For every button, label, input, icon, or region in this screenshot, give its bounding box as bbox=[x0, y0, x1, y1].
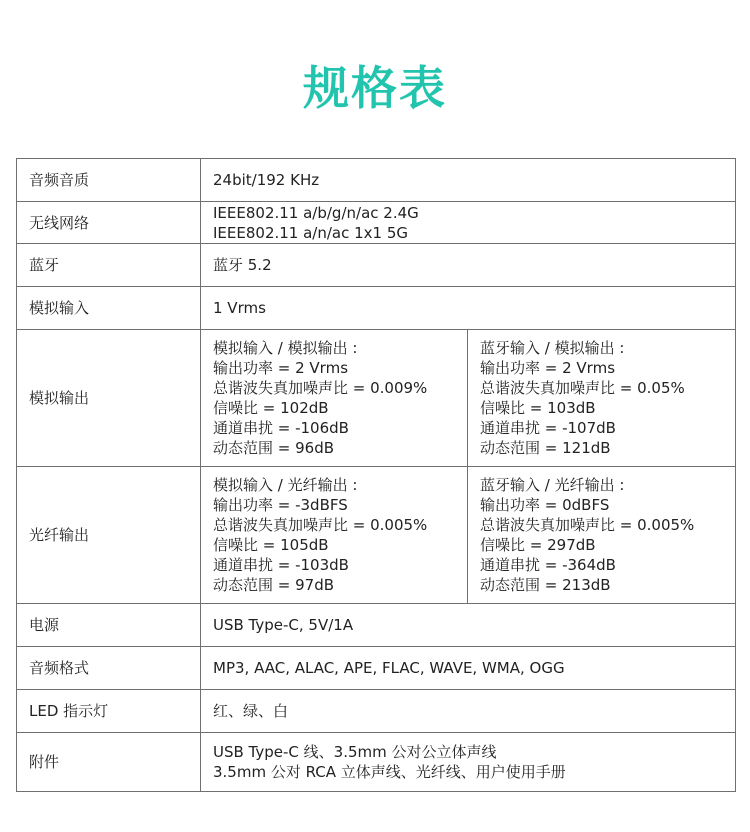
value-line: IEEE802.11 a/b/g/n/ac 2.4G bbox=[213, 203, 419, 222]
table-row bbox=[17, 159, 736, 202]
table-row bbox=[17, 604, 736, 647]
row-label: 音频音质 bbox=[17, 159, 201, 202]
row-value-right bbox=[468, 467, 736, 604]
value-line: IEEE802.11 a/n/ac 1x1 5G bbox=[213, 223, 409, 242]
table-row bbox=[17, 202, 736, 244]
row-value: 红、绿、白 bbox=[201, 690, 736, 733]
row-value: 蓝牙 5.2 bbox=[201, 244, 736, 287]
value-line: 总谐波失真加噪声比 = 0.009% bbox=[213, 379, 428, 397]
table-row bbox=[17, 690, 736, 733]
value-line: 信噪比 = 297dB bbox=[480, 536, 596, 554]
value-line: 蓝牙输入 / 光纤输出 : bbox=[480, 476, 625, 494]
table-row bbox=[17, 330, 736, 467]
row-label: 光纤输出 bbox=[17, 467, 201, 604]
row-value-left bbox=[201, 467, 468, 604]
value-line: 动态范围 = 213dB bbox=[480, 576, 611, 594]
table-row bbox=[17, 467, 736, 604]
row-label: 音频格式 bbox=[17, 647, 201, 690]
value-line: 动态范围 = 121dB bbox=[480, 439, 611, 457]
row-value bbox=[201, 202, 736, 244]
row-value-left bbox=[201, 330, 468, 467]
spec-table bbox=[16, 158, 736, 792]
row-value bbox=[201, 733, 736, 792]
row-label: LED 指示灯 bbox=[17, 690, 201, 733]
row-label: 蓝牙 bbox=[17, 244, 201, 287]
table-row bbox=[17, 647, 736, 690]
value-line: 通道串扰 = -106dB bbox=[213, 419, 349, 437]
value-line: USB Type-C 线、3.5mm 公对公立体声线 bbox=[213, 743, 497, 761]
value-line: 输出功率 = -3dBFS bbox=[213, 496, 348, 514]
value-line: 信噪比 = 103dB bbox=[480, 399, 596, 417]
value-line: 总谐波失真加噪声比 = 0.005% bbox=[213, 516, 428, 534]
value-line: 3.5mm 公对 RCA 立体声线、光纤线、用户使用手册 bbox=[213, 763, 566, 781]
value-line: 信噪比 = 102dB bbox=[213, 399, 329, 417]
value-line: 模拟输入 / 光纤输出 : bbox=[213, 476, 358, 494]
value-line: 蓝牙输入 / 模拟输出 : bbox=[480, 339, 625, 357]
value-line: 动态范围 = 97dB bbox=[213, 576, 335, 594]
row-label: 模拟输出 bbox=[17, 330, 201, 467]
table-row bbox=[17, 244, 736, 287]
page-title: 规格表 bbox=[303, 61, 447, 115]
value-line: 通道串扰 = -364dB bbox=[480, 556, 616, 574]
value-line: 总谐波失真加噪声比 = 0.005% bbox=[480, 516, 695, 534]
row-label: 无线网络 bbox=[17, 202, 201, 244]
row-value-right bbox=[468, 330, 736, 467]
table-row bbox=[17, 733, 736, 792]
value-line: 动态范围 = 96dB bbox=[213, 439, 335, 457]
value-line: 通道串扰 = -107dB bbox=[480, 419, 616, 437]
value-line: 模拟输入 / 模拟输出 : bbox=[213, 339, 358, 357]
value-line: 信噪比 = 105dB bbox=[213, 536, 329, 554]
value-line: 总谐波失真加噪声比 = 0.05% bbox=[480, 379, 685, 397]
value-line: 通道串扰 = -103dB bbox=[213, 556, 349, 574]
value-line: 输出功率 = 2 Vrms bbox=[213, 359, 349, 377]
row-value: 1 Vrms bbox=[201, 287, 736, 330]
row-value: USB Type-C, 5V/1A bbox=[201, 604, 736, 647]
value-line: 输出功率 = 2 Vrms bbox=[480, 359, 616, 377]
row-value: 24bit/192 KHz bbox=[201, 159, 736, 202]
row-label: 附件 bbox=[17, 733, 201, 792]
table-row bbox=[17, 287, 736, 330]
row-label: 电源 bbox=[17, 604, 201, 647]
row-label: 模拟输入 bbox=[17, 287, 201, 330]
value-line: 输出功率 = 0dBFS bbox=[480, 496, 610, 514]
row-value: MP3, AAC, ALAC, APE, FLAC, WAVE, WMA, OGG bbox=[201, 647, 736, 690]
